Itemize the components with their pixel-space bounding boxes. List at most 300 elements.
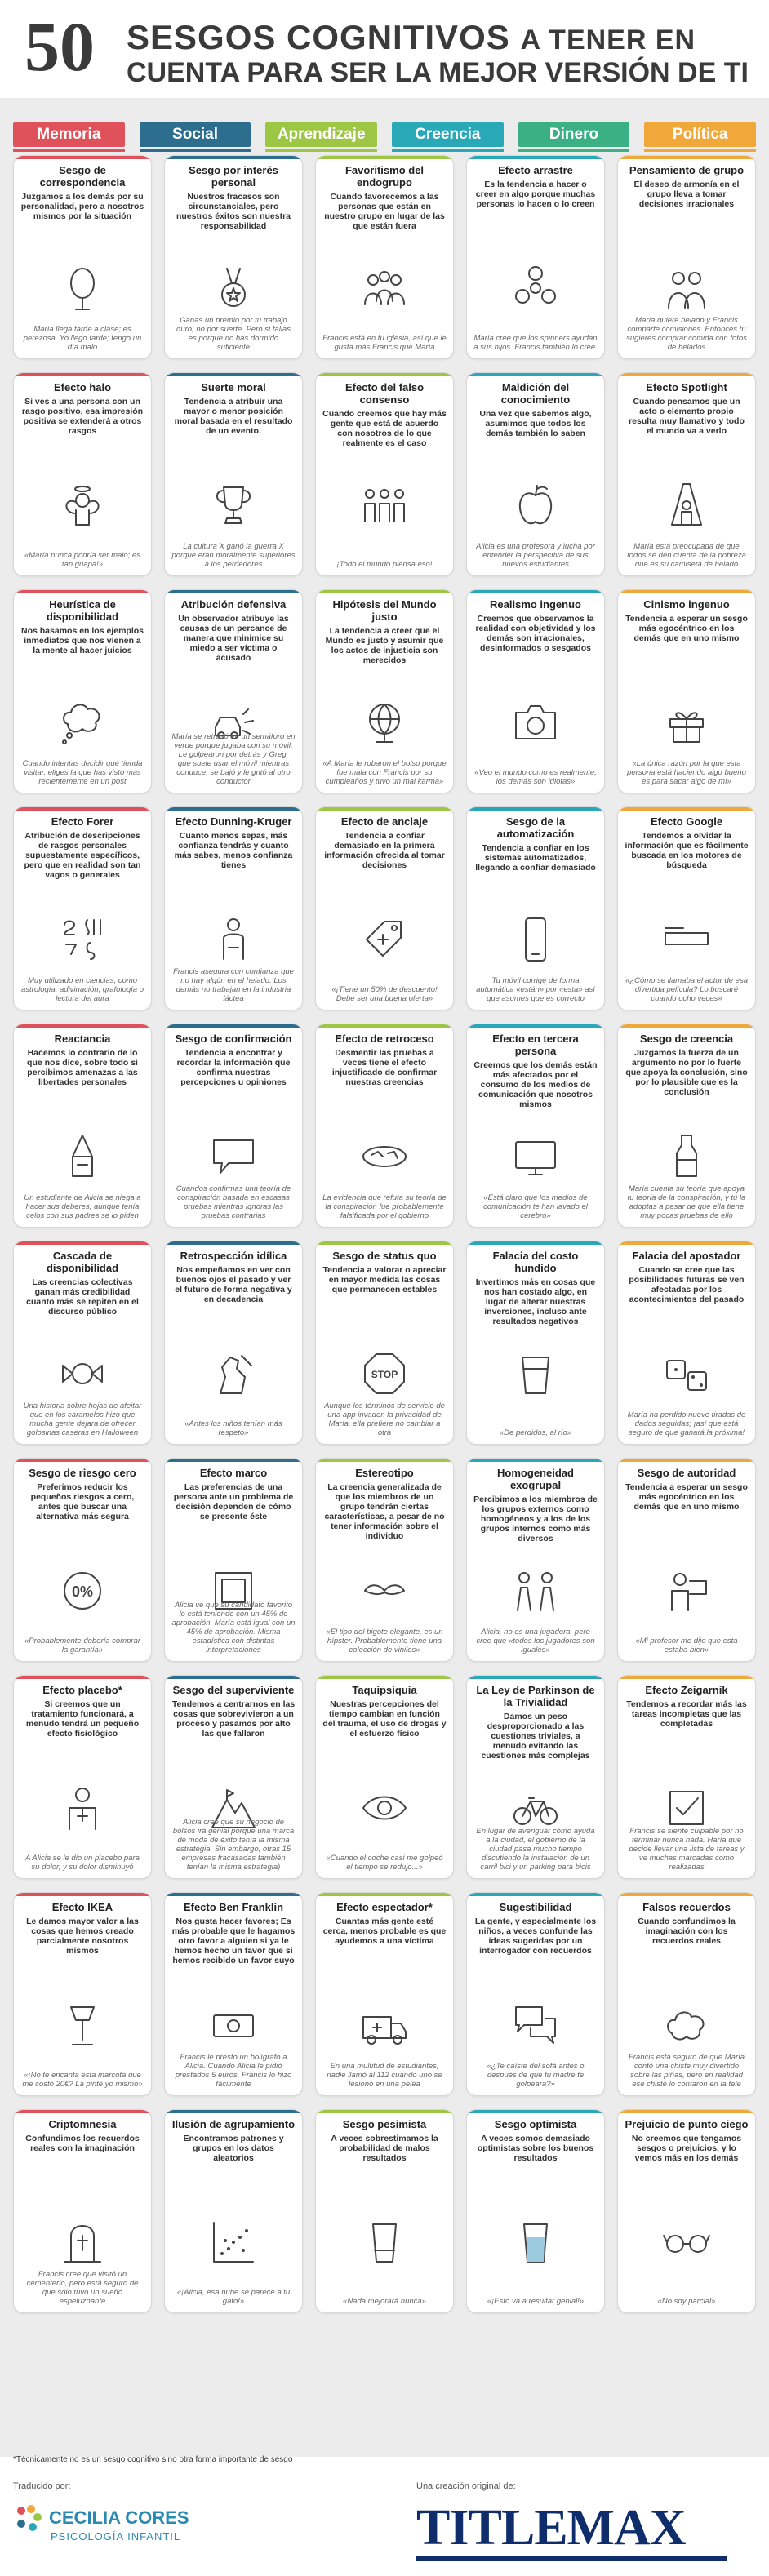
bias-card xyxy=(617,1241,756,1445)
bias-example: En lugar de averiguar cómo ayuda a la ciudad, el gobierno de la ciudad pasa mucho tiempo discutiendo la instalación de un carril bici y un parking para bicis xyxy=(476,1827,595,1872)
bias-definition: A veces sobrestimamos la probabilidad de malos resultados xyxy=(331,2134,438,2163)
zodiac-icon xyxy=(58,915,107,964)
gift-icon xyxy=(662,698,711,747)
card-category-strip xyxy=(316,2110,453,2113)
bias-card xyxy=(466,1024,605,1228)
bias-definition: Juzgamos a los demás por su personalidad, pero a nosotros mismos por la situación xyxy=(20,192,144,221)
bias-example: «Está claro que los medios de comunicación te han lavado el cerebro» xyxy=(483,1193,588,1220)
bias-example: María llega tarde a clase; es perezosa. Yo llego tarde; tengo un día malo xyxy=(23,325,142,352)
bias-definition: Nos basamos en los ejemplos inmediatos que nos vienen a la mente al hacer juicios xyxy=(21,626,144,655)
bias-title: La Ley de Parkinson de la Trivialidad xyxy=(476,1684,595,1708)
bias-definition: Tendencia a atribuir una mayor o menor posición moral basada en el resultado de un evento. xyxy=(174,397,293,436)
bias-title: Sesgo de confirmación xyxy=(175,1033,292,1045)
bias-card-grid xyxy=(13,155,756,2313)
titlemax-logo: TITLEMAX xyxy=(416,2500,686,2556)
category-3: Creencia xyxy=(392,122,504,147)
bias-card xyxy=(315,1675,454,1879)
category-2: Aprendizaje xyxy=(265,122,377,147)
titlemax-underline xyxy=(416,2556,727,2561)
bias-title: Taquipsiquia xyxy=(352,1684,417,1696)
people-icon xyxy=(662,264,711,313)
bias-title: Efecto de retroceso xyxy=(335,1033,434,1045)
bias-title: Efecto Zeigarnik xyxy=(645,1684,728,1696)
bias-title: Sesgo de la automatización xyxy=(496,815,575,840)
bias-example: Alicia ve que su candidato favorito lo está teniendo con un 45% de aprobación. María está igual con un 45% de aprobación. Misma estadística con distintas interpretaciones xyxy=(171,1601,296,1654)
scatter-icon xyxy=(209,2218,258,2267)
thought-icon xyxy=(58,698,107,747)
bias-title: Realismo ingenuo xyxy=(490,598,581,611)
bias-card xyxy=(466,1241,605,1445)
category-strip-4 xyxy=(518,149,630,152)
bias-title: Suerte moral xyxy=(201,381,266,393)
bias-definition: La gente, y especialmente los niños, a veces confunde las ideas sugeridas por un interrogador con recuerdos xyxy=(474,1916,597,1956)
card-category-strip xyxy=(316,373,453,376)
bias-example: «No soy parcial» xyxy=(657,2297,716,2306)
bicycle-icon xyxy=(511,1783,560,1832)
bias-example: «¡Alicia, esa nube se parece a tu gato!» xyxy=(176,2288,291,2306)
bias-definition: Nos gusta hacer favores; Es más probable que le hagamos otro favor a alguien si ya le hemos hecho un favor que si hemos recibido un favor suyo xyxy=(171,1916,296,1965)
category-strip-5 xyxy=(644,149,756,152)
bias-card xyxy=(13,1675,152,1879)
bias-card xyxy=(617,155,756,359)
card-category-strip xyxy=(467,1893,604,1896)
teacher-icon xyxy=(662,1566,711,1615)
card-category-strip xyxy=(14,2110,151,2113)
bias-definition: Si creemos que un tratamiento funcionará, a menudo tendrá un pequeño efecto fisiológico xyxy=(25,1699,140,1739)
bias-card xyxy=(164,1241,303,1445)
card-category-strip xyxy=(165,807,302,811)
category-color-strip xyxy=(13,149,756,152)
search-box-icon xyxy=(662,915,711,964)
bias-card xyxy=(617,1892,756,2096)
figures-icon xyxy=(511,1566,560,1615)
bias-card xyxy=(315,1892,454,2096)
original-by-label: Una creación original de: xyxy=(416,2481,516,2491)
trophy-icon xyxy=(209,481,258,530)
speech-icon xyxy=(209,1132,258,1181)
bias-example: Un estudiante de Alicia se niega a hacer sus deberes, aunque tenía celos con sus padres se lo piden xyxy=(24,1193,141,1220)
bias-card xyxy=(315,372,454,576)
bias-title: Efecto de anclaje xyxy=(340,815,429,828)
bias-title: Sesgo de autoridad xyxy=(637,1467,736,1479)
mirror-icon xyxy=(58,264,107,313)
card-category-strip xyxy=(467,1241,604,1245)
bias-title: Efecto Google xyxy=(650,815,723,828)
bias-example: «Antes los niños tenían más respeto» xyxy=(184,1419,282,1437)
bottle-icon xyxy=(662,1132,711,1181)
card-category-strip xyxy=(316,156,453,159)
bias-definition: El deseo de armonía en el grupo lleva a tomar decisiones irracionales xyxy=(633,180,740,209)
bias-definition: Es la tendencia a hacer o creer en algo porque muchas personas lo hacen o lo creen xyxy=(475,180,596,209)
bias-example: Una historia sobre hojas de afeitar que en los caramelos hizo que mucha gente dejara de ofrecer golosinas caseras en Halloween xyxy=(23,1401,142,1437)
bias-title: Homogeneidad exogrupal xyxy=(497,1467,574,1491)
bias-definition: Encontramos patrones y grupos en los datos aleatorios xyxy=(183,2134,284,2163)
bias-card xyxy=(164,2109,303,2313)
bias-card xyxy=(466,372,605,576)
bias-definition: Cuando confundimos la imaginación con los recuerdos reales xyxy=(638,1916,736,1946)
bias-definition: Juzgamos la fuerza de un argumento no por lo fuerte que apoya la conclusión, sino por lo plausible que es la conclusión xyxy=(625,1048,748,1097)
bias-card xyxy=(13,372,152,576)
glass-full-icon xyxy=(511,2218,560,2267)
memory-icon xyxy=(662,2001,711,2050)
bias-example: Cuándos confirmas una teoría de conspiración basada en escasas pruebas mientras ignoras las pruebas contrarias xyxy=(176,1184,291,1220)
category-strip-2 xyxy=(265,149,377,152)
glass-empty-icon xyxy=(360,2218,409,2267)
bias-title: Efecto marco xyxy=(199,1467,268,1479)
bias-title: Efecto placebo* xyxy=(42,1684,122,1696)
bias-example: María se retrasó en un semáforo en verde porque jugaba con su móvil. Le golpearon por detrás y Greg, que suele usar el móvil mientras conduce, se bajó y le gritó al otro conductor xyxy=(171,732,296,786)
card-category-strip xyxy=(14,156,151,159)
bias-example: Aunque los términos de servicio de una app invaden la privacidad de María, ella prefiere no cambiar a otra xyxy=(324,1401,445,1437)
bias-example: Alicia es una profesora y lucha por entender la perspectiva de sus nuevos estudiantes xyxy=(476,542,595,569)
bias-definition: Hacemos lo contrario de lo que nos dice, sobre todo si percibimos amenazas a las libertades personales xyxy=(27,1048,138,1087)
bias-example: Francis asegura con confianza que no hay algún en el helado. Los demás no trabajan en la industria láctea xyxy=(173,967,294,1003)
svg-text:STOP: STOP xyxy=(371,1369,398,1380)
bias-card xyxy=(13,1241,152,1445)
bias-example: «Mi profesor me dijo que esta estaba bien» xyxy=(635,1637,738,1654)
bias-definition: Desmentir las pruebas a veces tiene el efecto injustificado de confirmar nuestras creencias xyxy=(331,1048,438,1087)
card-category-strip xyxy=(618,1676,755,1679)
bias-example: María ha perdido nueve tiradas de dados seguidas; ¡así que está seguro de que ganará la próxima! xyxy=(627,1410,746,1437)
card-category-strip xyxy=(316,590,453,593)
bias-title: Efecto espectador* xyxy=(336,1901,433,1913)
bias-example: Muy utilizado en ciencias, como astrología, adivinación, grafología o lectura del aura xyxy=(21,976,144,1003)
spinner-icon xyxy=(511,264,560,313)
card-category-strip xyxy=(618,590,755,593)
card-category-strip xyxy=(165,156,302,159)
bias-example: Alicia, no es una jugadora, pero cree que «todos los jugadores son iguales» xyxy=(476,1628,595,1654)
bias-example: «Cuando el coche casi me golpeó el tiempo se redujo...» xyxy=(326,1854,443,1872)
card-category-strip xyxy=(467,1676,604,1679)
category-strip-0 xyxy=(13,149,125,152)
cecilia-cores-name: CECILIA CORES xyxy=(49,2507,189,2528)
glasses-icon xyxy=(662,2218,711,2267)
bias-card xyxy=(164,1892,303,2096)
card-category-strip xyxy=(316,1024,453,1028)
bias-example: «La única razón por la que esta persona está haciendo algo bueno es para sacar algo de mí» xyxy=(627,759,746,786)
bias-example: «A María le robaron el bolso porque fue mala con Francis por su cumpleaños y tuvo un mal karma» xyxy=(322,759,447,786)
tombstone-icon xyxy=(58,2218,107,2267)
bias-card xyxy=(617,589,756,793)
card-category-strip xyxy=(618,807,755,811)
category-legend xyxy=(13,122,756,147)
category-4: Dinero xyxy=(518,122,630,147)
bias-card xyxy=(13,155,152,359)
bias-title: Retrospección idílica xyxy=(180,1250,287,1262)
bias-definition: Cuanto menos sepas, más confianza tendrás y cuanto más sabes, menos confianza tienes xyxy=(174,831,293,870)
candy-icon xyxy=(58,1349,107,1398)
card-category-strip xyxy=(14,1024,151,1028)
camera-icon xyxy=(511,698,560,747)
bias-title: Sesgo del superviviente xyxy=(172,1684,295,1696)
bias-card xyxy=(466,589,605,793)
doctor-icon xyxy=(58,1783,107,1832)
header xyxy=(0,0,769,98)
bias-card xyxy=(315,589,454,793)
card-category-strip xyxy=(618,373,755,376)
card-category-strip xyxy=(467,1459,604,1462)
bias-definition: Confundimos los recuerdos reales con la imaginación xyxy=(25,2134,140,2153)
bias-definition: Tendemos a centrarnos en las cosas que sobrevivieron a un proceso y pasamos por alto las que fallaron xyxy=(171,1699,296,1739)
bias-definition: Tendemos a recordar más las tareas incompletas que las completadas xyxy=(626,1699,747,1729)
bias-title: Criptomnesia xyxy=(48,2118,117,2130)
bias-definition: Cuando favorecemos a las personas que están en nuestro grupo en lugar de las que están fuera xyxy=(324,192,445,231)
bias-definition: No creemos que tengamos sesgos o prejuicios, y lo vemos más en los demás xyxy=(631,2134,742,2163)
bias-title: Falacia del costo hundido xyxy=(492,1250,579,1274)
bias-card xyxy=(466,1892,605,2096)
bias-title: Efecto en tercera persona xyxy=(492,1033,579,1057)
bias-definition: Preferimos reducir los pequeños riesgos a cero, antes que buscar una alternativa más segura xyxy=(30,1482,135,1521)
bias-example: Ganas un premio por tu trabajo duro, no por suerte. Pero si fallas es porque no has dormido suficiente xyxy=(176,316,291,352)
bias-example: Francis se siente culpable por no terminar nunca nada. Haría que decide llevar una lista de tareas y ve muchas marcadas como realizadas xyxy=(629,1827,745,1872)
bias-title: Prejuicio de punto ciego xyxy=(625,2118,749,2130)
bias-card xyxy=(466,1458,605,1662)
card-category-strip xyxy=(14,373,151,376)
stop-sign-icon xyxy=(360,1349,409,1398)
card-category-strip xyxy=(618,1459,755,1462)
bias-definition: Damos un peso desproporcionado a las cuestiones triviales, a menudo evitando las cuestiones más complejas xyxy=(481,1712,590,1761)
bias-card xyxy=(13,2109,152,2313)
bias-definition: Tendencia a encontrar y recordar la información que confirma nuestras percepciones u opiniones xyxy=(176,1048,291,1087)
card-category-strip xyxy=(14,1241,151,1245)
title-line1-main: SESGOS COGNITIVOS xyxy=(127,18,510,56)
card-category-strip xyxy=(467,1024,604,1028)
price-tag-icon xyxy=(360,915,409,964)
globe-icon xyxy=(360,698,409,747)
bias-example: María cree que los spinners ayudan a sus hijos. Francis también lo cree. xyxy=(473,334,598,352)
bias-example: «¿Cómo se llamaba el actor de esa divertida película? Lo buscaré cuando ocho veces» xyxy=(625,976,748,1003)
bias-definition: Tendencia a confiar en los sistemas automatizados, llegando a confiar demasiado xyxy=(475,843,596,873)
money-icon xyxy=(209,2001,258,2050)
mustache-icon xyxy=(360,1566,409,1615)
bias-definition: Una vez que sabemos algo, asumimos que todos los demás también lo saben xyxy=(479,409,592,438)
bias-card xyxy=(466,806,605,1010)
bias-definition: Las creencias colectivas ganan más credibilidad cuanto más se repiten en el discurso público xyxy=(26,1277,139,1317)
bias-title: Sugestibilidad xyxy=(499,1901,572,1913)
bias-example: «De perdidos, al río» xyxy=(499,1428,572,1437)
bias-title: Sesgo optimista xyxy=(494,2118,577,2130)
bias-example: «Veo el mundo como es realmente, los demás son idiotas» xyxy=(474,768,597,786)
bias-definition: Creemos que los demás están más afectados por el consumo de los medios de comunicación que nosotros mismos xyxy=(473,1060,598,1109)
card-category-strip xyxy=(316,1459,453,1462)
card-category-strip xyxy=(14,1893,151,1896)
card-category-strip xyxy=(165,2110,302,2113)
bias-example: ¡Todo el mundo piensa eso! xyxy=(336,560,433,569)
bias-title: Sesgo por interés personal xyxy=(189,164,278,189)
bias-card xyxy=(315,1024,454,1228)
bias-definition: Cuando se cree que las posibilidades futuras se ven afectadas por los acontecimientos del pasado xyxy=(629,1265,745,1304)
bias-example: Francis le presto un bolígrafo a Alicia. Cuando Alicia le pidió prestados 5 euros, Francis lo hizo fácilmente xyxy=(175,2053,292,2089)
card-category-strip xyxy=(467,373,604,376)
bias-title: Falsos recuerdos xyxy=(642,1901,731,1913)
bias-example: María cuenta su teoría que apoya tu teoría de la conspiración, y tú la adoptas a pesar de que ella tiene muy pocas pruebas de ello xyxy=(627,1184,746,1220)
bias-card xyxy=(315,806,454,1010)
card-category-strip xyxy=(14,1676,151,1679)
bias-title: Efecto del falso consenso xyxy=(344,381,425,406)
bias-definition: Tendemos a olvidar la información que es fácilmente buscada en los motores de búsqueda xyxy=(625,831,749,870)
title-number: 50 xyxy=(24,7,95,86)
translated-by-label: Traducido por: xyxy=(13,2481,71,2491)
bias-card xyxy=(164,1675,303,1879)
bias-card xyxy=(13,1458,152,1662)
card-category-strip xyxy=(618,1241,755,1245)
bias-definition: La creencia generalizada de que los miembros de un grupo tendrán ciertas características, a pesar de no tener información sobre el individuo xyxy=(324,1482,445,1541)
card-category-strip xyxy=(165,1459,302,1462)
bias-title: Pensamiento de grupo xyxy=(629,164,745,176)
title-line1 xyxy=(127,18,696,57)
bias-definition: Tendencia a confiar demasiado en la primera información ofrecida al tomar decisiones xyxy=(324,831,445,870)
bias-definition: Percibimos a los miembros de los grupos externos como homogéneos y a los de los grupos internos como más diversos xyxy=(473,1495,598,1543)
cecilia-cores-logo-icon xyxy=(13,2503,44,2534)
bias-definition: Cuantas más gente esté cerca, menos probable es que ayudemos a una víctima xyxy=(322,1916,447,1946)
bias-definition: Tendencia a esperar un sesgo más egocéntrico en los demás que en uno mismo xyxy=(625,1482,748,1512)
card-category-strip xyxy=(14,1459,151,1462)
flat-earth-icon xyxy=(360,1132,409,1181)
card-category-strip xyxy=(618,1024,755,1028)
bias-title: Efecto Dunning-Kruger xyxy=(175,815,292,828)
bias-example: Francis cree que visitó un cementerio, pero está seguro de que sólo tuvo un sueño espeluznante xyxy=(26,2270,139,2306)
bias-card xyxy=(13,1024,152,1228)
bias-example: «María nunca podría ser malo; es tan guapa!» xyxy=(24,551,141,569)
title-line2: CUENTA PARA SER LA MEJOR VERSIÓN DE TI xyxy=(127,57,749,88)
phone-icon xyxy=(511,915,560,964)
group-icon xyxy=(360,264,409,313)
card-category-strip xyxy=(467,590,604,593)
checkbox-icon xyxy=(662,1783,711,1832)
bias-title: Reactancia xyxy=(54,1033,111,1045)
title-line1-tail: A TENER EN xyxy=(520,24,696,56)
card-category-strip xyxy=(165,1241,302,1245)
bias-card xyxy=(13,806,152,1010)
person-icon xyxy=(209,915,258,964)
lamp-icon xyxy=(58,2001,107,2050)
bias-card xyxy=(466,1675,605,1879)
bias-title: Cascada de disponibilidad xyxy=(46,1250,119,1274)
category-strip-3 xyxy=(392,149,504,152)
bias-example: La evidencia que refuta su teoría de la conspiración fue probablemente falsificada por el gobierno xyxy=(322,1193,447,1220)
bias-card xyxy=(164,1458,303,1662)
bias-card xyxy=(164,1024,303,1228)
card-category-strip xyxy=(14,807,151,811)
bias-definition: Nos empeñamos en ver con buenos ojos el pasado y ver el futuro de forma negativa y en decadencia xyxy=(175,1265,292,1304)
card-category-strip xyxy=(618,1893,755,1896)
bias-card xyxy=(617,806,756,1010)
card-category-strip xyxy=(165,1024,302,1028)
bias-definition: Las preferencias de una persona ante un problema de decisión dependen de cómo se presente éste xyxy=(173,1482,294,1521)
card-category-strip xyxy=(165,373,302,376)
card-category-strip xyxy=(165,1893,302,1896)
bias-definition: A veces somos demasiado optimistas sobre los buenos resultados xyxy=(477,2134,594,2163)
bias-example: María quiere helado y Francis comparte comisiones. Entonces tu sugieres comprar comida con fotos de helados xyxy=(626,316,747,352)
bias-example: «El tipo del bigote elegante, es un hípster. Probablemente tiene una colección de vinilos» xyxy=(326,1628,443,1654)
card-category-strip xyxy=(467,807,604,811)
angel-icon xyxy=(58,481,107,530)
card-category-strip xyxy=(618,2110,755,2113)
chat-icon xyxy=(511,2001,560,2050)
bias-title: Falacia del apostador xyxy=(632,1250,741,1262)
card-category-strip xyxy=(316,1241,453,1245)
bias-card xyxy=(617,1458,756,1662)
bias-example: A Alicia se le dio un placebo para su dolor, y su dolor disminuyó xyxy=(25,1854,140,1872)
bias-definition: Creemos que observamos la realidad con objetividad y los demás son irracionales, desinformados o sesgados xyxy=(475,614,596,653)
bias-card xyxy=(315,1241,454,1445)
bias-card xyxy=(617,1024,756,1228)
bias-definition: Cuando creemos que hay más gente que está de acuerdo con nosotros de lo que realmente es el caso xyxy=(322,409,447,448)
category-5: Política xyxy=(644,122,756,147)
bias-example: En una multitud de estudiantes, nadie llamó al 112 cuando uno se lesionó en una pelea xyxy=(327,2062,442,2089)
card-category-strip xyxy=(165,1676,302,1679)
bias-card xyxy=(466,155,605,359)
bias-definition: Si ves a una persona con un rasgo positivo, esa impresión positiva se extenderá a otros rasgos xyxy=(21,397,144,436)
bias-title: Efecto Ben Franklin xyxy=(183,1901,284,1913)
card-category-strip xyxy=(165,590,302,593)
card-category-strip xyxy=(316,1893,453,1896)
bias-example: Francis está en tu iglesia, así que le gusta más Francis que María xyxy=(322,334,447,352)
bias-example: «Probablemente debería comprar la garantía» xyxy=(24,1637,141,1654)
gnome-icon xyxy=(58,1132,107,1181)
medal-icon xyxy=(209,264,258,313)
cup-icon xyxy=(511,1349,560,1398)
crowd-icon xyxy=(360,481,409,530)
bias-definition: Cuando pensamos que un acto o elemento propio resulta muy llamativo y todo el mundo va a verlo xyxy=(629,397,745,436)
card-category-strip xyxy=(618,156,755,159)
bias-definition: Tendencia a valorar o apreciar en mayor medida las cosas que permanecen estables xyxy=(322,1265,447,1295)
knight-icon xyxy=(209,1349,258,1398)
bias-example: María está preocupada de que todos se den cuenta de la pobreza que es su camiseta de helado xyxy=(627,542,746,569)
bias-example: «¡Esto va a resultar genial!» xyxy=(487,2297,585,2306)
card-category-strip xyxy=(467,156,604,159)
spotlight-icon xyxy=(662,481,711,530)
bias-title: Maldición del conocimiento xyxy=(500,381,571,406)
bias-card xyxy=(617,1675,756,1879)
cecilia-cores-subtitle: PSICOLOGÍA INFANTIL xyxy=(51,2530,181,2543)
bias-example: Alicia cree que su negocio de bolsos irá genial porque una marca de moda de éxito tenía la misma estrategia. Sin embargo, otras 15 empresas fracasadas también tenían la misma estrategia) xyxy=(172,1818,295,1872)
bias-card xyxy=(315,2109,454,2313)
bias-title: Cinismo ingenuo xyxy=(643,598,730,611)
bias-definition: Invertimos más en cosas que nos han costado algo, en lugar de alterar nuestras inversiones, incluso ante resultados negativos xyxy=(475,1277,596,1326)
bias-title: Efecto Spotlight xyxy=(646,381,727,393)
bias-title: Hipótesis del Mundo justo xyxy=(332,598,437,623)
category-0: Memoria xyxy=(13,122,125,147)
svg-text:0%: 0% xyxy=(71,1583,94,1600)
bias-card xyxy=(617,2109,756,2313)
bias-card xyxy=(164,589,303,793)
bias-card xyxy=(13,1892,152,2096)
category-strip-1 xyxy=(140,149,251,152)
bias-title: Ilusión de agrupamiento xyxy=(171,2118,296,2130)
bias-card xyxy=(164,372,303,576)
bias-definition: Tendencia a esperar un sesgo más egocéntrico en los demás que en uno mismo xyxy=(625,614,748,643)
bias-title: Sesgo de correspondencia xyxy=(39,164,126,189)
category-1: Social xyxy=(140,122,251,147)
bias-definition: Nuestros fracasos son circunstanciales, pero nuestros éxitos son nuestra responsabilidad xyxy=(176,192,291,231)
bias-example: «¿Te caíste del sofá antes o después de que tu madre te golpeara?» xyxy=(487,2062,585,2089)
bias-card xyxy=(164,806,303,1010)
bias-card xyxy=(164,155,303,359)
bias-title: Estereotipo xyxy=(355,1467,414,1479)
bias-definition: Un observador atribuye las causas de un percance de manera que minimice su miedo a ser víctima o acusado xyxy=(178,614,289,663)
card-category-strip xyxy=(14,590,151,593)
bias-title: Efecto arrastre xyxy=(498,164,573,176)
bias-example: Tu móvil corrige de forma automática «están» por «esta» así que asumes que es correcto xyxy=(476,976,595,1003)
bias-title: Sesgo de status quo xyxy=(332,1250,437,1262)
bias-card xyxy=(13,589,152,793)
bias-title: Favoritismo del endogrupo xyxy=(344,164,425,189)
bias-title: Efecto IKEA xyxy=(51,1901,113,1913)
bias-definition: Le damos mayor valor a las cosas que hemos creado parcialmente nosotros mismos xyxy=(26,1916,139,1956)
bias-example: Cuando intentas decidir qué tienda visitar, eliges la que has visto más recientemente en un post xyxy=(22,759,143,786)
tv-icon xyxy=(511,1132,560,1181)
